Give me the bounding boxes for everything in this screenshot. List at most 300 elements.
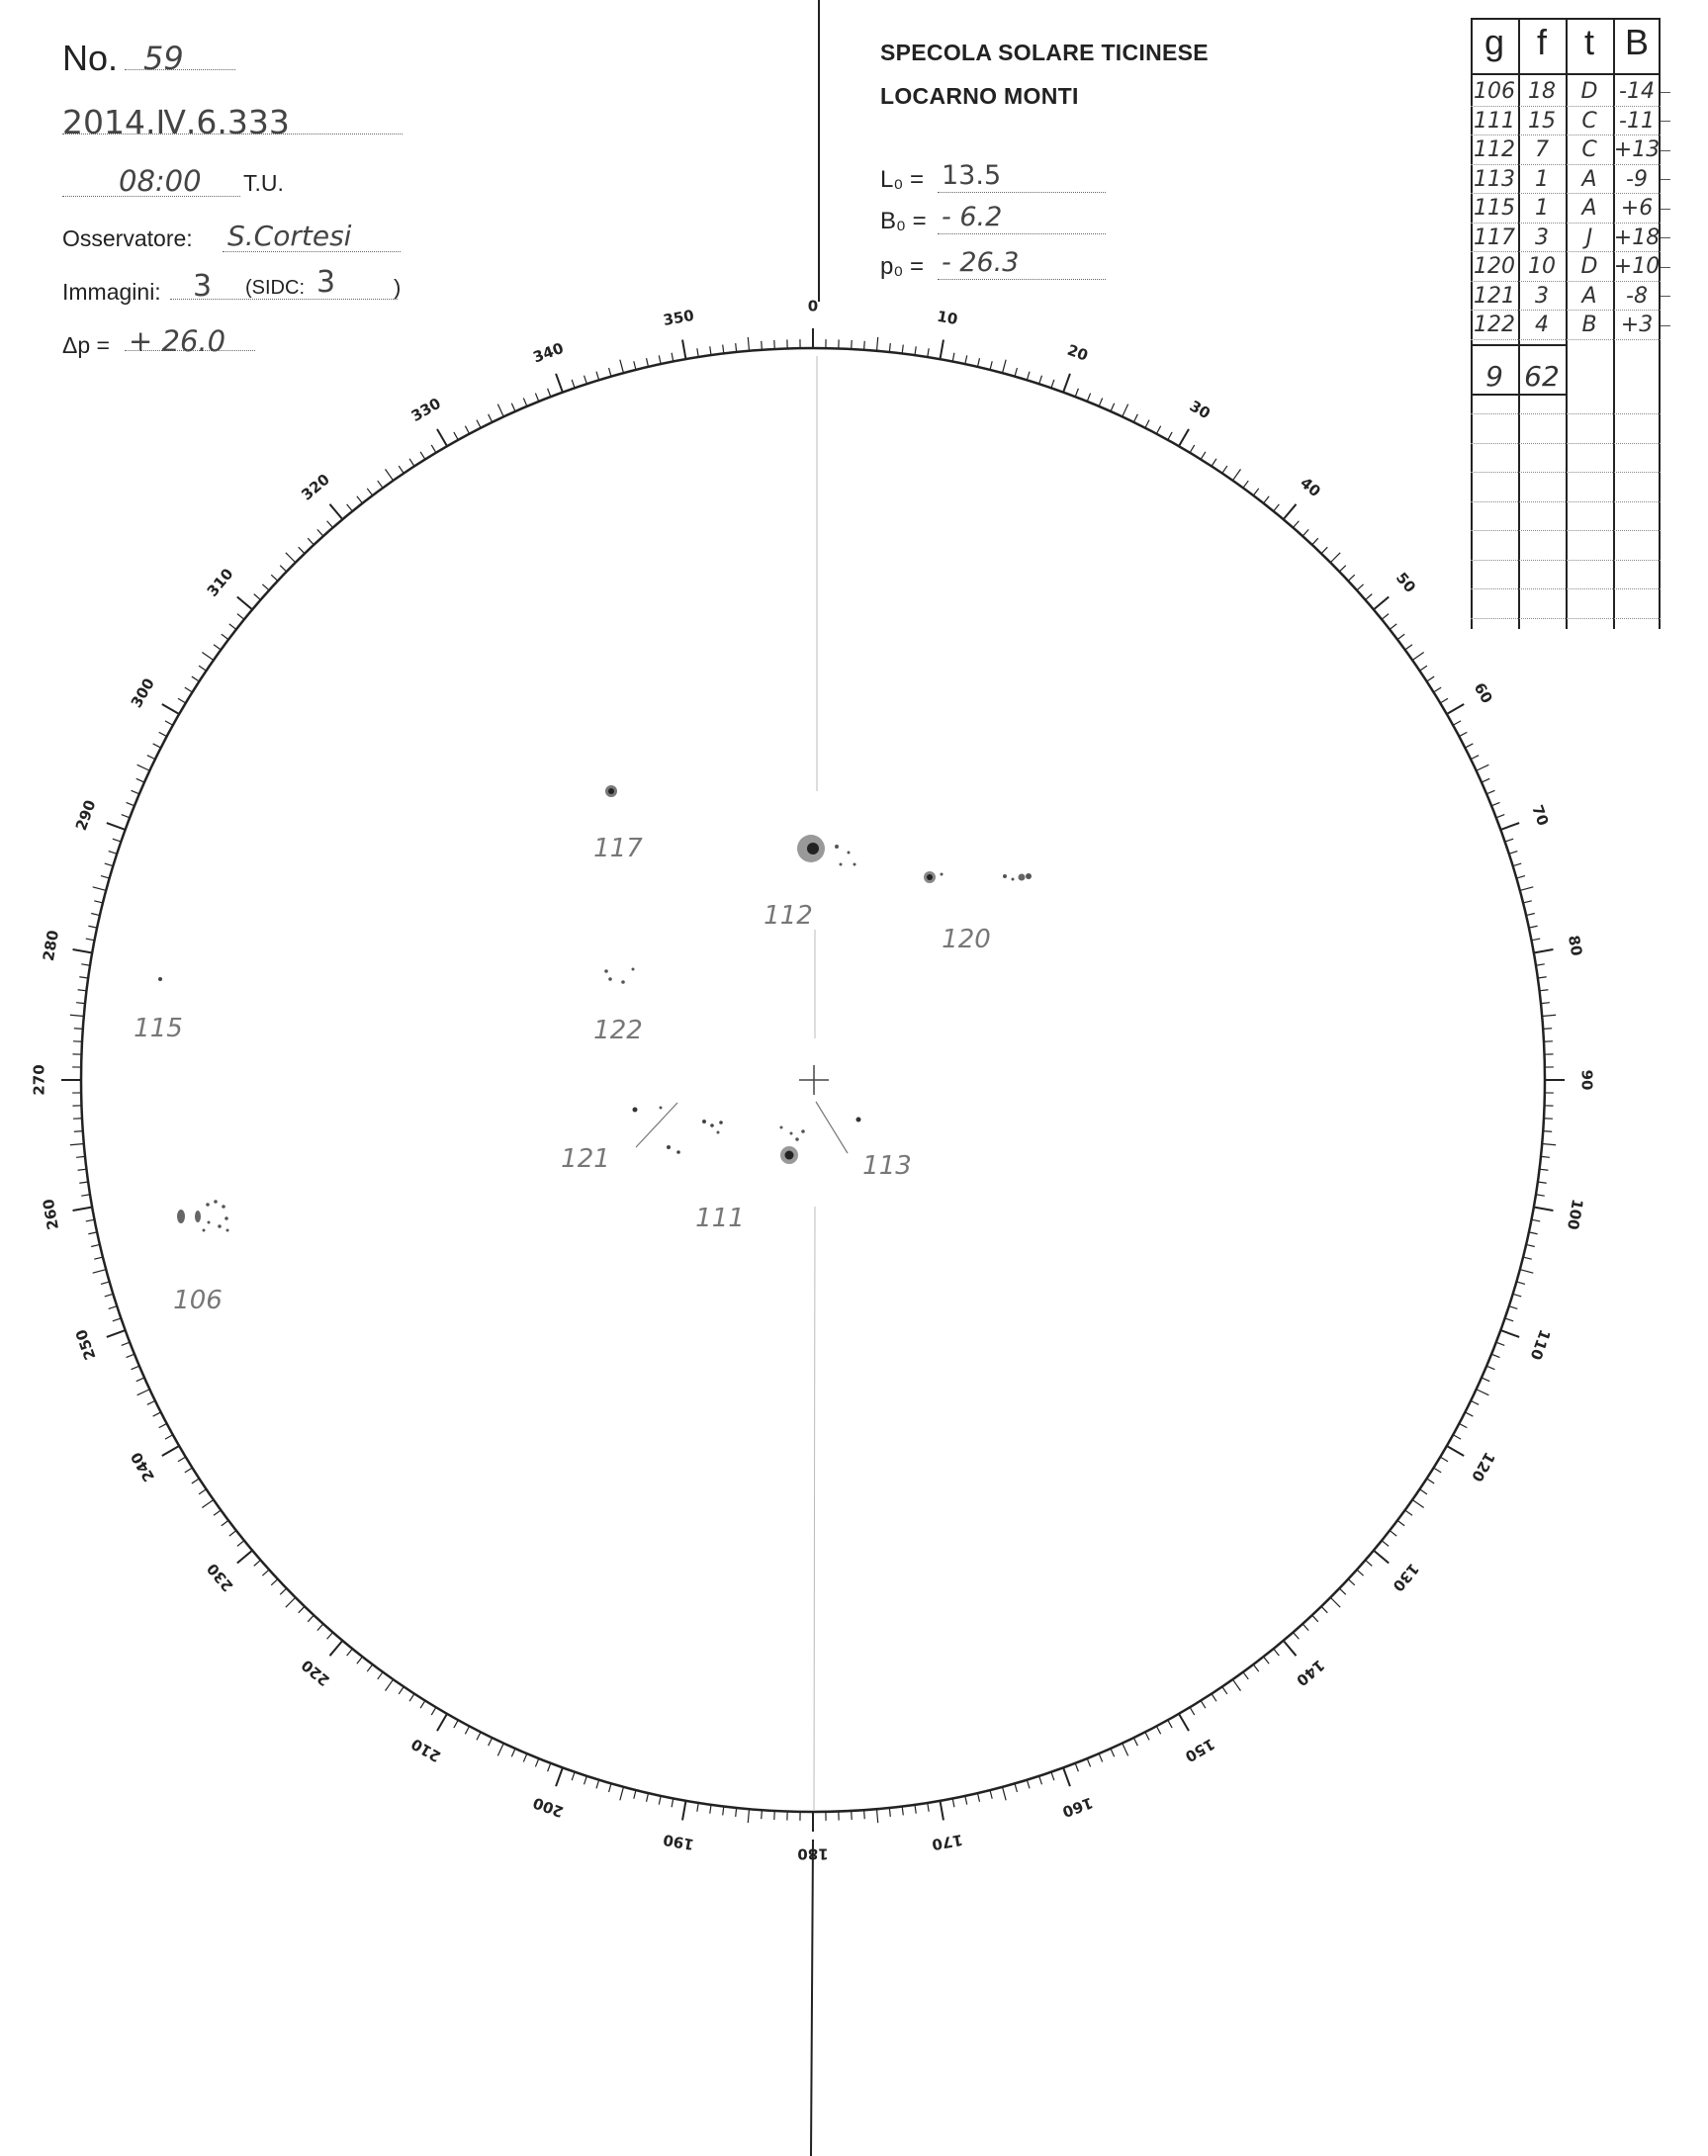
scale-tick bbox=[162, 704, 179, 714]
group-type: A bbox=[1581, 196, 1597, 221]
scale-tick bbox=[1491, 802, 1499, 805]
scale-label: 60 bbox=[1470, 679, 1496, 707]
scale-tick bbox=[1419, 666, 1426, 671]
central-meridian-lower bbox=[814, 1207, 815, 1810]
scale-tick bbox=[136, 778, 144, 782]
group-label: 117 bbox=[593, 834, 643, 863]
scale-tick bbox=[1531, 1219, 1540, 1221]
scale-tick bbox=[1357, 1570, 1364, 1575]
scale-tick bbox=[1339, 566, 1345, 572]
scale-tick bbox=[91, 914, 100, 916]
scale-tick bbox=[286, 1597, 296, 1607]
scale-tick bbox=[1365, 594, 1372, 600]
scale-tick bbox=[1051, 380, 1054, 389]
scale-tick bbox=[286, 553, 296, 563]
scale-tick bbox=[977, 1793, 979, 1802]
scale-tick bbox=[165, 1435, 173, 1439]
table-header-g: g bbox=[1483, 22, 1505, 62]
scale-tick bbox=[1538, 1182, 1547, 1183]
scale-tick bbox=[609, 1783, 611, 1792]
scale-tick bbox=[584, 1776, 587, 1785]
scale-tick bbox=[199, 1489, 206, 1494]
scale-tick bbox=[572, 380, 575, 389]
scale-tick bbox=[147, 756, 155, 760]
scale-tick bbox=[1075, 1763, 1078, 1771]
scale-tick bbox=[1523, 901, 1532, 903]
scale-tick bbox=[952, 353, 954, 362]
scale-tick bbox=[1543, 1131, 1552, 1132]
scale-tick bbox=[329, 504, 342, 519]
scale-tick bbox=[420, 1701, 425, 1709]
scale-tick bbox=[127, 1354, 135, 1357]
scale-label: 70 bbox=[1528, 802, 1553, 829]
disk-center-cross bbox=[799, 1065, 829, 1095]
scale-tick bbox=[1003, 1787, 1007, 1801]
group-number: 111 bbox=[1474, 108, 1515, 134]
scale-tick bbox=[1526, 1244, 1535, 1246]
scale-tick bbox=[317, 529, 323, 536]
scale-tick bbox=[237, 596, 252, 609]
scale-tick bbox=[1541, 1003, 1550, 1004]
scale-tick bbox=[1536, 964, 1545, 965]
scale-tick bbox=[1531, 939, 1540, 941]
sunspot-group-112 bbox=[797, 835, 856, 866]
scale-tick bbox=[1212, 459, 1216, 467]
scale-tick bbox=[214, 1510, 221, 1515]
scale-tick bbox=[497, 1744, 503, 1756]
scale-tick bbox=[1039, 376, 1042, 385]
scale-tick bbox=[1330, 553, 1340, 563]
scale-tick bbox=[1015, 1783, 1017, 1792]
latitude: -9 bbox=[1626, 166, 1648, 192]
scale-tick bbox=[378, 1672, 383, 1679]
scale-label: 310 bbox=[203, 565, 237, 600]
scale-tick bbox=[1243, 1672, 1248, 1679]
scale-tick bbox=[357, 1657, 363, 1663]
sunspot-group-122 bbox=[604, 968, 634, 984]
scale-tick bbox=[523, 1753, 527, 1761]
scale-tick bbox=[237, 1551, 252, 1564]
scale-tick bbox=[1412, 1499, 1423, 1507]
scale-tick bbox=[1348, 575, 1355, 581]
scale-tick bbox=[327, 1632, 333, 1639]
scale-tick bbox=[915, 1805, 916, 1814]
scale-tick bbox=[347, 1649, 353, 1656]
scale-tick bbox=[222, 1520, 228, 1525]
scale-tick bbox=[74, 1131, 83, 1132]
scale-tick bbox=[1087, 394, 1090, 402]
scale-label: 20 bbox=[1064, 340, 1091, 365]
scale-tick bbox=[214, 645, 221, 650]
scale-tick bbox=[81, 964, 90, 965]
scale-tick bbox=[262, 1570, 269, 1575]
scale-tick bbox=[132, 790, 139, 794]
scale-tick bbox=[1427, 676, 1435, 681]
scale-tick bbox=[1293, 1632, 1299, 1639]
scale-tick bbox=[79, 1182, 88, 1183]
scale-tick bbox=[1382, 1541, 1389, 1547]
scale-label: 330 bbox=[407, 394, 444, 425]
scale-label: 280 bbox=[39, 929, 62, 963]
scale-tick bbox=[1542, 1143, 1556, 1144]
scale-tick bbox=[548, 1763, 551, 1771]
scale-tick bbox=[634, 361, 636, 370]
scale-tick bbox=[1465, 744, 1473, 748]
scale-tick bbox=[1145, 420, 1149, 428]
scale-tick bbox=[378, 481, 383, 488]
scale-tick bbox=[1390, 1531, 1396, 1537]
scale-tick bbox=[86, 1219, 95, 1221]
scale-tick bbox=[902, 1806, 903, 1815]
scale-tick bbox=[1075, 389, 1078, 397]
total-spots: 62 bbox=[1524, 360, 1560, 393]
scale-tick bbox=[1505, 839, 1514, 842]
scale-tick bbox=[1179, 1714, 1189, 1731]
scale-tick bbox=[915, 346, 916, 355]
scale-tick bbox=[889, 343, 890, 352]
scale-tick bbox=[437, 429, 447, 446]
sunspot-group-120 bbox=[924, 871, 1032, 883]
scale-tick bbox=[864, 341, 865, 350]
scale-tick bbox=[736, 1808, 737, 1817]
scale-tick bbox=[137, 1390, 150, 1395]
scale-label: 340 bbox=[530, 338, 567, 367]
scale-tick bbox=[1459, 732, 1467, 736]
param-p0-label: p₀ = bbox=[880, 253, 924, 280]
scale-tick bbox=[977, 358, 979, 367]
scale-tick bbox=[1523, 1257, 1532, 1259]
scale-label: 260 bbox=[39, 1197, 62, 1231]
scale-tick bbox=[748, 1809, 749, 1823]
scale-label: 170 bbox=[930, 1831, 964, 1854]
scale-tick bbox=[465, 1726, 469, 1734]
scale-tick bbox=[78, 990, 87, 991]
scale-tick bbox=[1529, 926, 1538, 928]
scale-tick bbox=[153, 744, 161, 748]
scale-tick bbox=[489, 414, 493, 422]
scale-tick bbox=[399, 1686, 404, 1693]
latitude: -8 bbox=[1626, 283, 1648, 309]
group-type: A bbox=[1581, 166, 1597, 192]
scale-tick bbox=[697, 348, 698, 357]
scale-tick bbox=[254, 594, 261, 600]
scale-tick bbox=[596, 372, 599, 381]
scale-tick bbox=[70, 1015, 84, 1016]
scale-tick bbox=[113, 839, 122, 842]
scale-tick bbox=[91, 1244, 100, 1246]
latitude: +10 bbox=[1613, 254, 1661, 279]
scale-label: 100 bbox=[1564, 1197, 1587, 1231]
scale-tick bbox=[74, 1029, 83, 1030]
scale-tick bbox=[659, 355, 661, 364]
sidc-close: ) bbox=[394, 275, 402, 300]
scale-label: 160 bbox=[1059, 1793, 1096, 1822]
scale-tick bbox=[572, 1772, 575, 1781]
observer-name: S.Cortesi bbox=[227, 220, 352, 252]
scale-tick bbox=[672, 353, 674, 362]
scale-tick bbox=[1339, 1588, 1345, 1594]
scale-tick bbox=[523, 399, 527, 406]
scale-tick bbox=[1453, 721, 1461, 725]
scale-tick bbox=[1156, 426, 1160, 434]
scale-tick bbox=[431, 445, 436, 453]
scale-tick bbox=[347, 504, 353, 511]
scale-tick bbox=[511, 1749, 515, 1756]
scale-tick bbox=[237, 614, 244, 620]
scale-tick bbox=[723, 1806, 724, 1815]
scale-tick bbox=[454, 1720, 458, 1728]
scale-tick bbox=[864, 1810, 865, 1819]
scale-label: 30 bbox=[1186, 397, 1214, 423]
scale-tick bbox=[584, 376, 587, 385]
scale-tick bbox=[409, 1694, 414, 1702]
scale-tick bbox=[1471, 1400, 1479, 1404]
param-b0-value: - 6.2 bbox=[942, 202, 1003, 232]
scale-tick bbox=[94, 1257, 103, 1259]
scale-tick bbox=[93, 1270, 107, 1274]
delta-p-label: Δp = bbox=[62, 332, 110, 358]
scale-tick bbox=[965, 1796, 967, 1805]
scale-tick bbox=[229, 624, 236, 630]
scale-tick bbox=[1505, 1318, 1514, 1321]
scale-tick bbox=[73, 1207, 93, 1210]
sunspot-group-121 bbox=[633, 1103, 680, 1154]
group-number: 113 bbox=[1474, 166, 1515, 192]
scale-tick bbox=[222, 634, 228, 639]
scale-tick bbox=[556, 1767, 563, 1786]
group-label: 106 bbox=[173, 1286, 223, 1315]
scale-label: 90 bbox=[1577, 1069, 1596, 1091]
scale-tick bbox=[94, 901, 103, 903]
scale-label: 240 bbox=[127, 1449, 158, 1485]
scale-tick bbox=[1357, 584, 1364, 590]
scale-tick bbox=[1496, 815, 1504, 818]
scale-tick bbox=[101, 1282, 110, 1284]
sunspot-group-117 bbox=[605, 785, 617, 797]
scale-tick bbox=[1145, 1732, 1149, 1740]
scale-tick bbox=[1232, 1679, 1240, 1690]
scale-tick bbox=[647, 1793, 649, 1802]
scale-tick bbox=[76, 1003, 85, 1004]
scale-tick bbox=[1303, 529, 1308, 536]
group-label: 121 bbox=[561, 1144, 610, 1174]
scale-tick bbox=[178, 698, 186, 703]
scale-tick bbox=[1179, 429, 1189, 446]
sheet-number-label: No. bbox=[62, 38, 119, 78]
scale-label: 50 bbox=[1392, 569, 1420, 596]
scale-tick bbox=[1264, 496, 1270, 503]
sidc-label: (SIDC: bbox=[245, 277, 305, 299]
group-number: 117 bbox=[1474, 225, 1515, 250]
scale-tick bbox=[1534, 949, 1554, 952]
sunspot-group-106 bbox=[177, 1200, 229, 1231]
scale-label: 10 bbox=[936, 307, 959, 329]
scale-tick bbox=[1168, 1720, 1172, 1728]
scale-tick bbox=[202, 653, 213, 661]
scale-tick bbox=[1003, 360, 1007, 374]
scale-tick bbox=[76, 1156, 85, 1157]
scale-tick bbox=[178, 1457, 186, 1462]
scale-label: 110 bbox=[1526, 1326, 1555, 1363]
scale-tick bbox=[489, 1738, 493, 1746]
scale-tick bbox=[990, 1790, 992, 1799]
scale-tick bbox=[659, 1796, 661, 1805]
scale-tick bbox=[1264, 1657, 1270, 1663]
sunspot-group-113 bbox=[816, 1102, 861, 1153]
scale-tick bbox=[1516, 876, 1525, 878]
scale-tick bbox=[317, 1624, 323, 1631]
scale-tick bbox=[762, 341, 763, 350]
group-type: C bbox=[1581, 137, 1597, 162]
scale-tick bbox=[1541, 1156, 1550, 1157]
scale-tick bbox=[1111, 1749, 1115, 1756]
scale-tick bbox=[327, 521, 333, 528]
spot-count: 3 bbox=[1535, 225, 1549, 250]
group-label: 113 bbox=[862, 1151, 912, 1181]
scale-tick bbox=[1536, 1195, 1545, 1196]
group-type: D bbox=[1580, 254, 1598, 279]
scale-tick bbox=[928, 348, 929, 357]
spot-count: 1 bbox=[1535, 166, 1549, 192]
scale-tick bbox=[736, 343, 737, 352]
group-number: 120 bbox=[1474, 254, 1515, 279]
scale-tick bbox=[109, 1306, 118, 1309]
scale-tick bbox=[1284, 1641, 1297, 1656]
scale-tick bbox=[386, 1679, 394, 1690]
scale-tick bbox=[73, 949, 93, 952]
scale-tick bbox=[299, 547, 305, 553]
scale-tick bbox=[1496, 1342, 1504, 1345]
delta-p-value: + 26.0 bbox=[129, 324, 226, 358]
scale-tick bbox=[165, 721, 173, 725]
scale-tick bbox=[965, 355, 967, 364]
scale-tick bbox=[81, 1195, 90, 1196]
scale-tick bbox=[329, 1641, 342, 1656]
scale-tick bbox=[199, 666, 206, 671]
scale-tick bbox=[1539, 990, 1548, 991]
scale-tick bbox=[940, 340, 943, 360]
scale-tick bbox=[431, 1707, 436, 1715]
scale-tick bbox=[357, 496, 363, 503]
scale-tick bbox=[1222, 1686, 1227, 1693]
scale-tick bbox=[78, 1169, 87, 1170]
group-label: 112 bbox=[764, 901, 813, 931]
scale-tick bbox=[1491, 1354, 1499, 1357]
scale-tick bbox=[1063, 1767, 1070, 1786]
scale-tick bbox=[1063, 374, 1070, 393]
scale-tick bbox=[1274, 504, 1280, 511]
scale-tick bbox=[107, 1330, 126, 1337]
scale-tick bbox=[1419, 1489, 1426, 1494]
scale-tick bbox=[535, 1758, 538, 1766]
scale-tick bbox=[185, 687, 193, 692]
scale-tick bbox=[1330, 1597, 1340, 1607]
scale-tick bbox=[1133, 414, 1137, 422]
scale-tick bbox=[1534, 1207, 1554, 1210]
scale-label: 120 bbox=[1468, 1449, 1499, 1485]
institute-location: LOCARNO MONTI bbox=[880, 83, 1079, 109]
group-type: B bbox=[1581, 313, 1597, 337]
scale-tick bbox=[1543, 1029, 1552, 1030]
scale-tick bbox=[1412, 653, 1423, 661]
scale-tick bbox=[723, 345, 724, 354]
scale-tick bbox=[1212, 1694, 1216, 1702]
scale-tick bbox=[262, 584, 269, 590]
scale-tick bbox=[1123, 404, 1128, 417]
scale-tick bbox=[1027, 372, 1030, 381]
scale-tick bbox=[1201, 1701, 1206, 1709]
sunspot-group-labels bbox=[134, 834, 991, 1315]
scale-label: 140 bbox=[1293, 1656, 1328, 1690]
images-label: Immagini: bbox=[62, 279, 161, 305]
sidc-value: 3 bbox=[316, 265, 336, 300]
scale-tick bbox=[1253, 1664, 1258, 1671]
scale-tick bbox=[548, 389, 551, 397]
table-header-t: t bbox=[1583, 22, 1594, 62]
scale-tick bbox=[1500, 1330, 1519, 1337]
scale-tick bbox=[465, 426, 469, 434]
scale-tick bbox=[1440, 1457, 1448, 1462]
scale-tick bbox=[1542, 1015, 1556, 1016]
scale-tick bbox=[1201, 452, 1206, 460]
scale-tick bbox=[132, 1366, 139, 1370]
scale-tick bbox=[1539, 1169, 1548, 1170]
scale-tick bbox=[153, 1412, 161, 1416]
latitude: +13 bbox=[1613, 137, 1661, 162]
scale-tick bbox=[762, 1810, 763, 1819]
scale-tick bbox=[1520, 1270, 1534, 1274]
scale-tick bbox=[79, 977, 88, 978]
group-number: 115 bbox=[1474, 196, 1515, 221]
scale-tick bbox=[107, 823, 126, 830]
scale-tick bbox=[159, 1423, 167, 1427]
scale-tick bbox=[1039, 1776, 1042, 1785]
sheet-number-value: 59 bbox=[143, 40, 184, 77]
scale-label: 220 bbox=[298, 1656, 333, 1690]
param-l0-value: 13.5 bbox=[942, 160, 1002, 191]
group-type: C bbox=[1581, 108, 1597, 134]
scale-tick bbox=[308, 538, 314, 545]
table-header-b: B bbox=[1624, 22, 1649, 62]
scale-tick bbox=[1051, 1772, 1054, 1781]
scale-tick bbox=[1243, 481, 1248, 488]
spot-count: 3 bbox=[1535, 283, 1549, 309]
scale-tick bbox=[1477, 764, 1489, 770]
scale-tick bbox=[1471, 756, 1479, 760]
scale-tick bbox=[1087, 1758, 1090, 1766]
scale-tick bbox=[159, 732, 167, 736]
scale-label: 210 bbox=[407, 1735, 444, 1766]
scale-tick bbox=[535, 394, 538, 402]
scale-label: 40 bbox=[1297, 473, 1324, 501]
scale-tick bbox=[1427, 1479, 1435, 1483]
scale-tick bbox=[1434, 687, 1442, 692]
group-type: A bbox=[1581, 283, 1597, 309]
scale-tick bbox=[609, 368, 611, 377]
scale-tick bbox=[511, 404, 515, 411]
spot-count: 18 bbox=[1528, 79, 1556, 104]
scale-tick bbox=[122, 815, 130, 818]
group-number: 112 bbox=[1474, 137, 1515, 162]
scale-tick bbox=[1293, 521, 1299, 528]
scale-tick bbox=[308, 1615, 314, 1622]
scale-tick bbox=[1509, 1306, 1518, 1309]
scale-tick bbox=[1123, 1744, 1128, 1756]
spot-count: 10 bbox=[1528, 254, 1556, 279]
scale-tick bbox=[1321, 1606, 1327, 1612]
group-type: J bbox=[1585, 225, 1593, 250]
scale-tick bbox=[672, 1798, 674, 1807]
